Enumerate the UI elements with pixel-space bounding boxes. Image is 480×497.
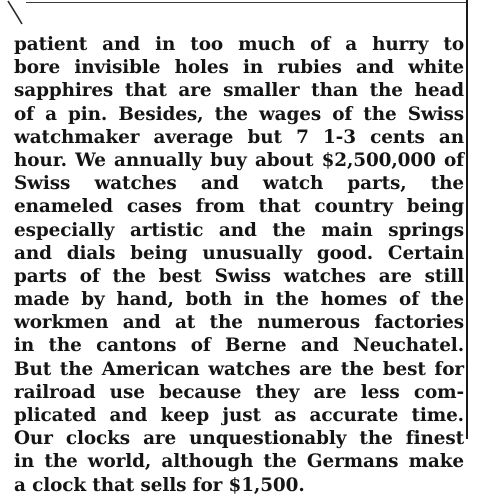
article-line: Swiss watches and watch parts, the — [14, 173, 464, 195]
article-line: workmen and at the numerous factories — [14, 312, 464, 334]
article-line: But the American watches are the best for — [14, 358, 464, 380]
column-rule-top — [26, 2, 466, 3]
article-line: patient and in too much of a hurry to — [14, 34, 464, 55]
article-line: and dials being unusually good. Certain — [14, 242, 464, 264]
article-line: watchmaker average but 7 1-3 cents an — [14, 126, 464, 148]
article-line: especially artistic and the main springs — [14, 219, 464, 241]
article-line: of a pin. Besides, the wages of the Swiss — [14, 103, 464, 125]
article-line: in the world, although the Germans make — [14, 451, 464, 473]
article-column — [14, 33, 464, 497]
article-line: made by hand, both in the homes of the — [14, 289, 464, 311]
column-rule-right — [466, 0, 468, 439]
column-rule-corner-mark — [6, 0, 24, 26]
article-line: plicated and keep just as accurate time. — [14, 405, 464, 426]
article-line: bore invisible holes in rubies and white — [14, 57, 464, 79]
article-line: sapphires that are smaller than the head — [14, 80, 464, 102]
article-line: hour. We annually buy about $2,500,000 of — [14, 149, 464, 171]
article-line: parts of the best Swiss watches are still — [14, 265, 464, 287]
article-line: Our clocks are unquestionably the finest — [14, 428, 464, 450]
article-line: enameled cases from that country being — [14, 196, 464, 218]
article-line-last: a clock that sells for $1,500. — [14, 474, 305, 496]
article-line: in the cantons of Berne and Neuchatel. — [14, 335, 464, 357]
article-line: railroad use because they are less com- — [14, 381, 464, 403]
